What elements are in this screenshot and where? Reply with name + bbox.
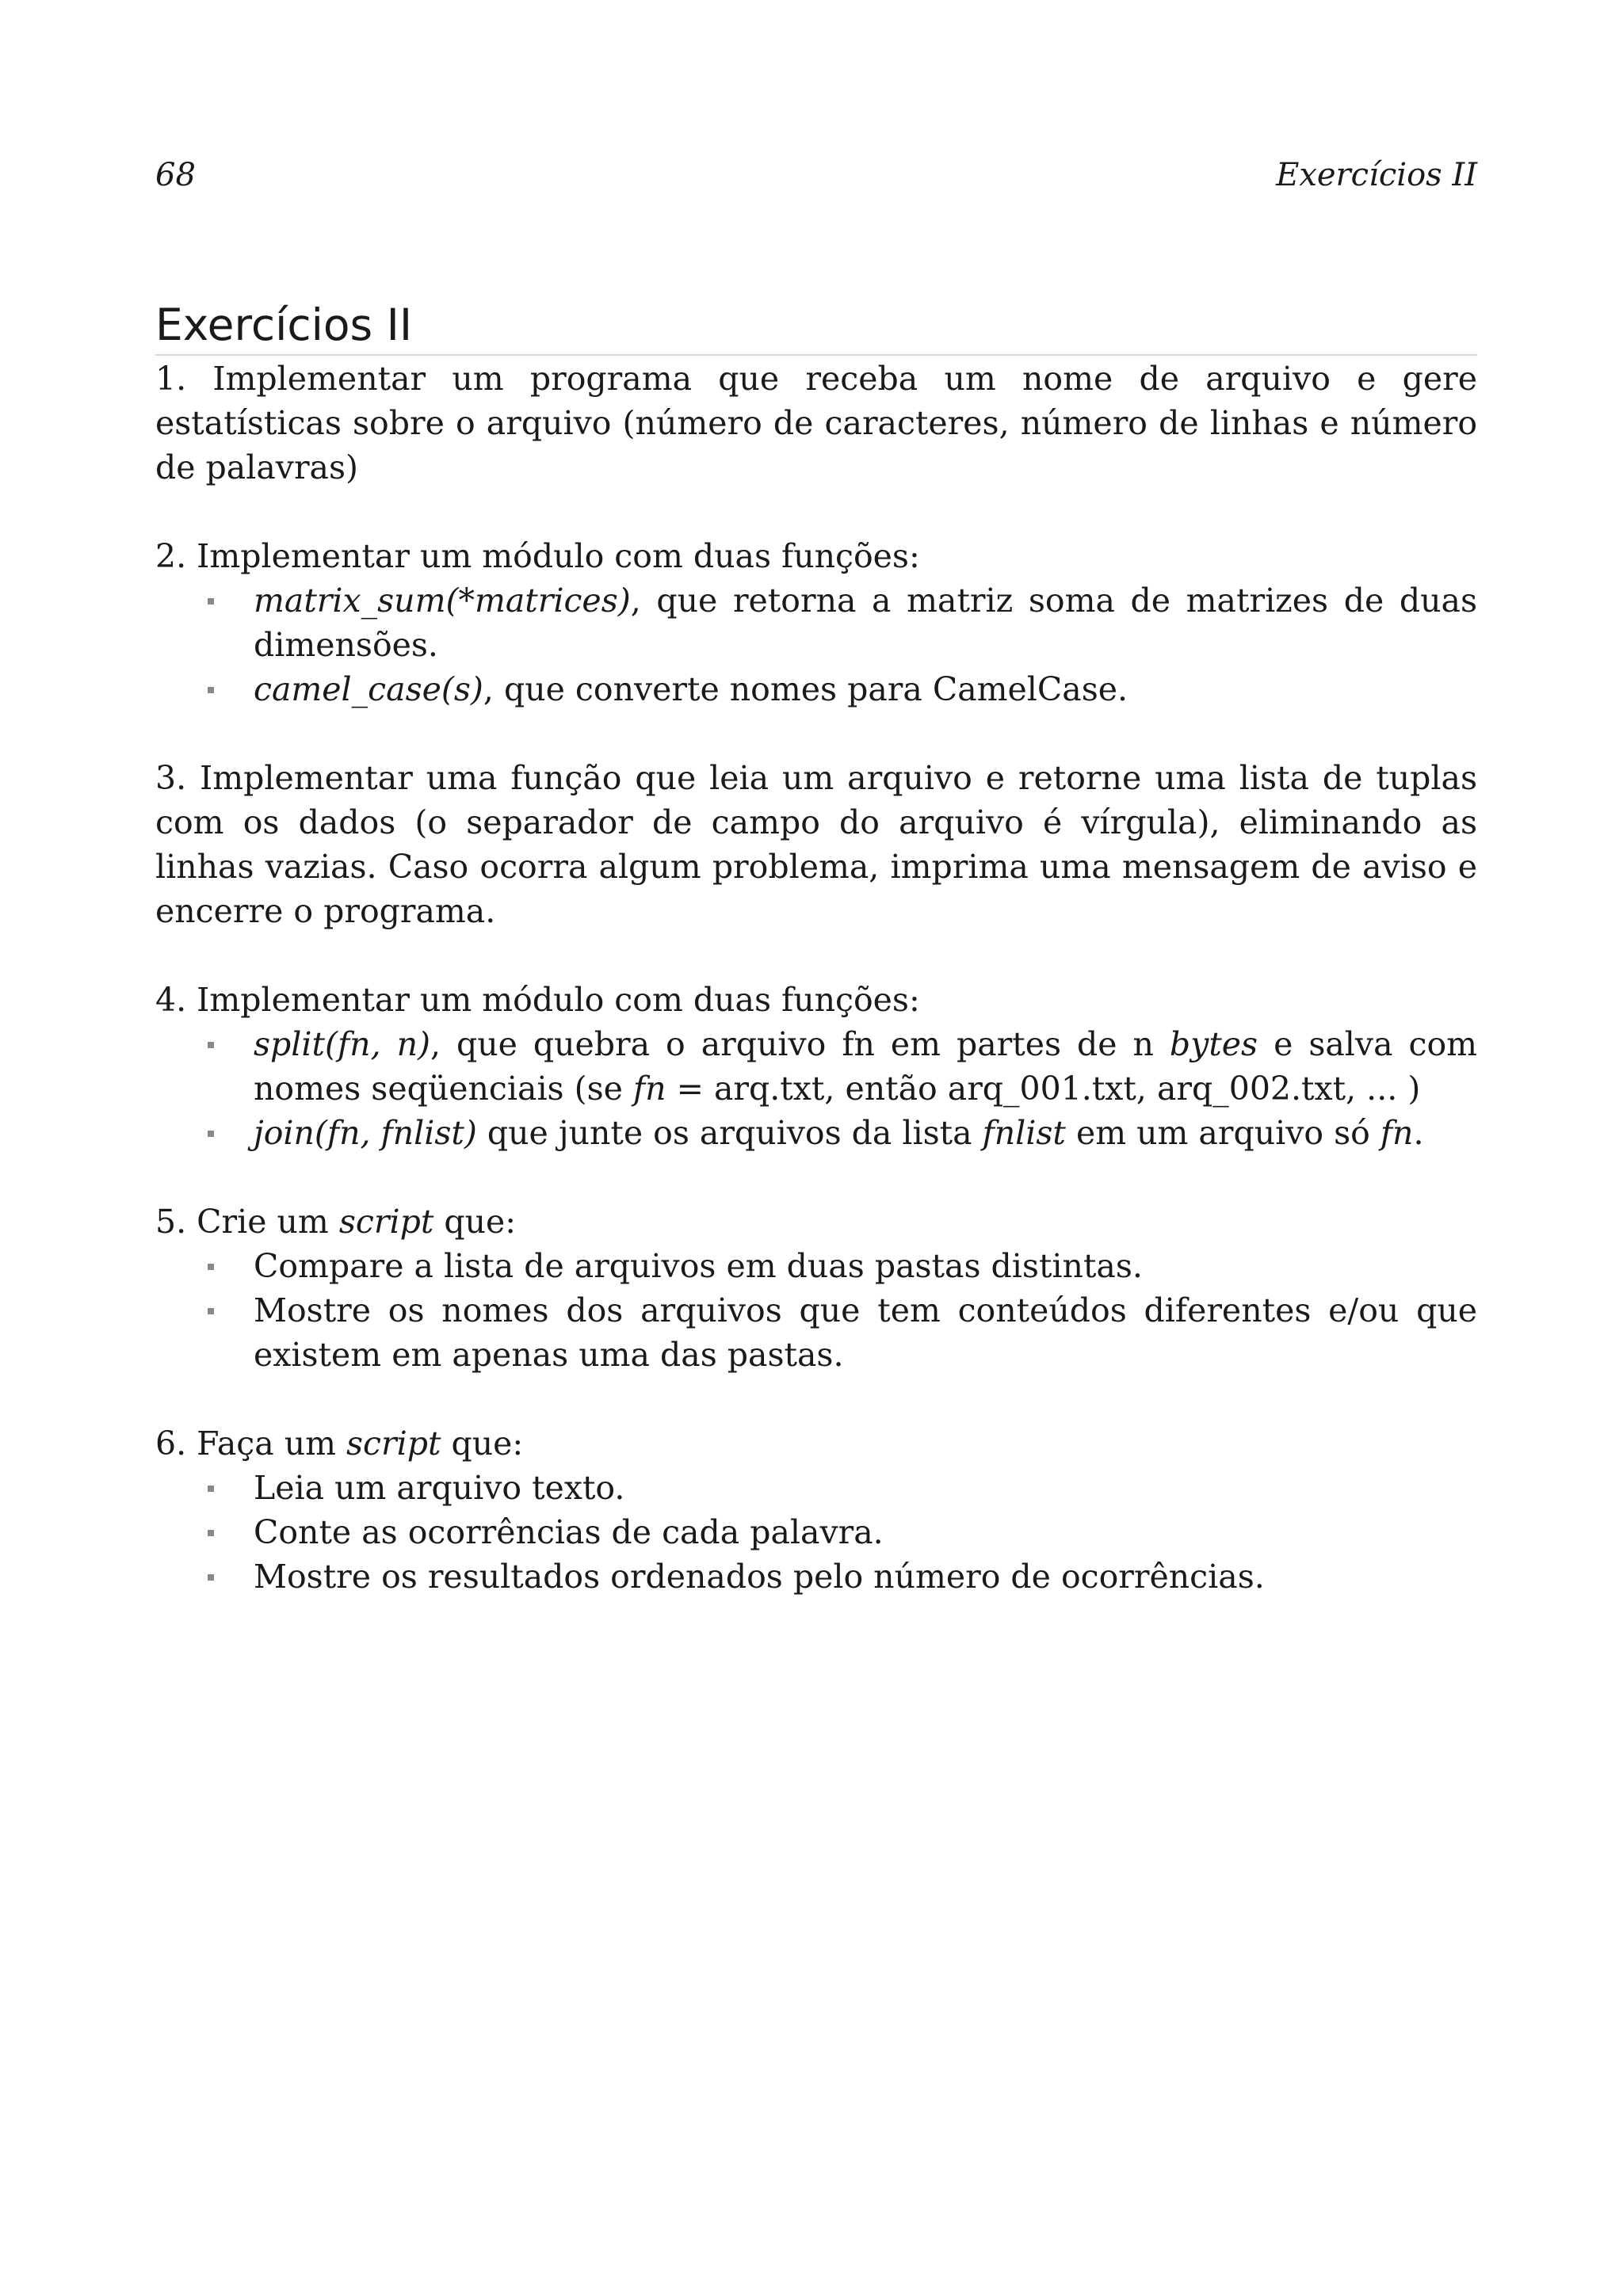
page-header — [155, 157, 1477, 204]
exercise-6-bullets — [155, 1466, 1477, 1599]
bullet-icon — [208, 1042, 214, 1048]
exercise-4-bullets — [155, 1022, 1477, 1155]
item-text: , que quebra o arquivo fn em partes de n — [430, 1025, 1170, 1063]
list-item — [155, 1510, 1477, 1554]
emphasis: script — [346, 1425, 441, 1463]
item-text: e salva com nomes seqüenciais (se — [254, 1025, 1478, 1108]
exercise-5 — [155, 1199, 1477, 1377]
item-text: que junte os arquivos da lista — [476, 1114, 983, 1152]
exercise-1 — [155, 357, 1477, 490]
item-text: Mostre os resultados ordenados pelo número de ocorrências. — [254, 1558, 1265, 1596]
emphasis: fnlist — [982, 1114, 1066, 1152]
list-item — [155, 578, 1477, 667]
item-text: Mostre os nomes dos arquivos que tem conteúdos diferentes e/ou que existem em apenas uma das pastas. — [254, 1291, 1477, 1374]
exercise-5-intro: 5. Crie um script que: — [155, 1203, 517, 1241]
exercise-2-intro: 2. Implementar um módulo com duas funções: — [155, 537, 920, 575]
emphasis: fn — [632, 1070, 666, 1108]
exercise-4 — [155, 978, 1477, 1155]
bullet-icon — [208, 687, 214, 693]
bullet-icon — [208, 1530, 214, 1536]
exercise-6 — [155, 1421, 1477, 1599]
bullet-icon — [208, 1486, 214, 1492]
item-text: = arq.txt, então arq_001.txt, arq_002.txt, ... ) — [666, 1070, 1421, 1108]
bullet-icon — [208, 1264, 214, 1270]
page-number: 68 — [155, 157, 196, 193]
item-text: , que retorna a matriz soma de matrizes de duas dimensões. — [254, 582, 1477, 664]
item-text: Compare a lista de arquivos em duas pastas distintas. — [254, 1247, 1143, 1285]
bullet-icon — [208, 1574, 214, 1581]
list-item — [155, 1466, 1477, 1510]
item-text: Conte as ocorrências de cada palavra. — [254, 1513, 884, 1551]
list-item — [155, 1554, 1477, 1599]
list-item — [155, 1022, 1477, 1111]
exercise-3-text: 3. Implementar uma função que leia um arquivo e retorne uma lista de tuplas com os dados (o separador de campo do arquivo é vírgula), eliminando as linhas vazias. Caso ocorra algum problema, imprima uma mensagem de aviso e encerre o programa. — [155, 759, 1477, 930]
item-text: em um arquivo só — [1065, 1114, 1381, 1152]
page-title: Exercícios II — [155, 297, 1477, 356]
item-text: . — [1413, 1114, 1424, 1152]
bullet-icon — [208, 1308, 214, 1314]
exercise-5-bullets — [155, 1244, 1477, 1377]
list-item — [155, 1111, 1477, 1155]
running-title: Exercícios II — [1276, 157, 1477, 193]
bullet-icon — [208, 598, 214, 605]
bullet-icon — [208, 1131, 214, 1137]
function-signature: matrix_sum(*matrices) — [254, 582, 631, 620]
list-item — [155, 667, 1477, 711]
exercise-6-intro: 6. Faça um script que: — [155, 1425, 524, 1463]
exercise-1-text: 1. Implementar um programa que receba um nome de arquivo e gere estatísticas sobre o arquivo (número de caracteres, número de linhas e número de palavras) — [155, 360, 1477, 486]
list-item — [155, 1244, 1477, 1288]
function-signature: join(fn, fnlist) — [254, 1114, 477, 1152]
exercise-2 — [155, 534, 1477, 711]
item-text: Leia um arquivo texto. — [254, 1469, 625, 1507]
item-text: , que converte nomes para CamelCase. — [483, 670, 1128, 708]
emphasis: bytes — [1169, 1025, 1258, 1063]
exercise-4-intro: 4. Implementar um módulo com duas funções: — [155, 981, 920, 1019]
exercise-list — [155, 357, 1477, 1643]
exercise-3 — [155, 756, 1477, 933]
emphasis: fn — [1380, 1114, 1414, 1152]
function-signature: camel_case(s) — [254, 670, 483, 708]
exercise-2-bullets — [155, 578, 1477, 711]
emphasis: script — [338, 1203, 434, 1241]
list-item — [155, 1288, 1477, 1377]
function-signature: split(fn, n) — [254, 1025, 430, 1063]
